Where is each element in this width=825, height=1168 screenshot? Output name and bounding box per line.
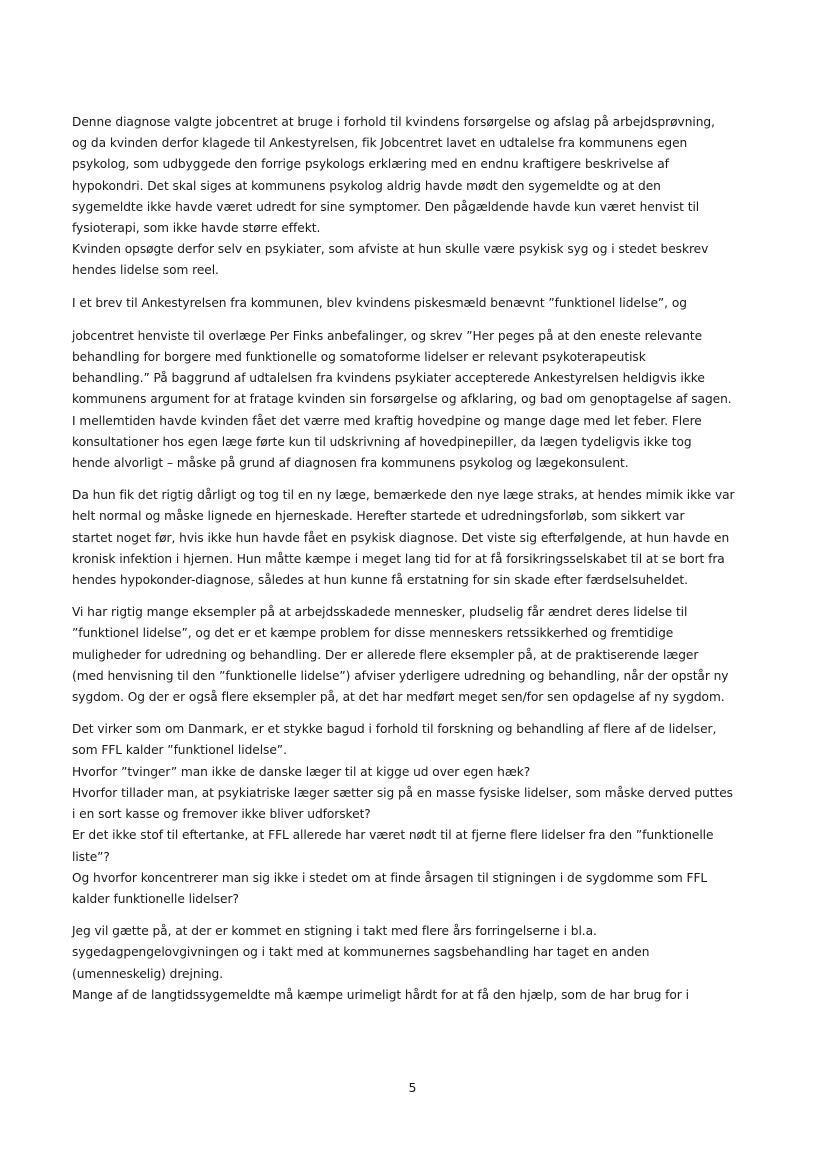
text-line: Da hun fik det rigtig dårligt og tog til en ny læge, bemærkede den nye læge straks, at hendes mimik ikke var [72, 488, 735, 503]
paragraph-eksempler [72, 602, 762, 708]
text-line: (med henvisning til den ”funktionelle lidelse”) afviser yderligere udredning og behandling, når der opstår ny [72, 668, 729, 683]
text-line: startet noget før, hvis ikke hun havde fået en psykisk diagnose. Det viste sig efterfølgende, at hun havde en [72, 530, 730, 545]
text-line: Denne diagnose valgte jobcentret at bruge i forhold til kvindens forsørgelse og afslag på arbejdsprøvning, [72, 115, 715, 129]
text-line: hendes lidelse som reel. [72, 263, 219, 278]
page-body [72, 112, 762, 1006]
text-line: Og hvorfor koncentrerer man sig ikke i stedet om at finde årsagen til stigningen i de sygdomme som FFL [72, 870, 708, 885]
text-line: Hvorfor ”tvinger” man ikke de danske læger til at kigge ud over egen hæk? [72, 764, 531, 779]
paragraph-ny-laege [72, 485, 762, 591]
text-line: Det virker som om Danmark, er et stykke bagud i forhold til forskning og behandling af flere af de lidelser, [72, 722, 717, 737]
text-line: sygemeldte ikke havde været udredt for sine symptomer. Den pågældende havde kun været henvist til [72, 199, 700, 214]
text-line: som FFL kalder ”funktionel lidelse”. [72, 743, 287, 758]
text-line: behandling for borgere med funktionelle og somatoforme lidelser er relevant psykoterapeutisk [72, 350, 646, 365]
text-line: muligheder for udredning og behandling. Der er allerede flere eksempler på, at de praktiserende læger [72, 647, 699, 662]
text-line: behandling.” På baggrund af udtalelsen fra kvindens psykiater accepterede Ankestyrelsen heldigvis ikke [72, 371, 705, 386]
page-number: 5 [408, 1080, 417, 1095]
text-line: og da kvinden derfor klagede til Ankestyrelsen, fik Jobcentret lavet en udtalelse fra kommunens egen [72, 136, 688, 151]
text-line: Jeg vil gætte på, at der er kommet en stigning i takt med flere års forringelserne i bl.a. [72, 924, 597, 939]
text-line: hypokondri. Det skal siges at kommunens psykolog aldrig havde mødt den sygemeldte og at den [72, 178, 661, 193]
text-line: liste”? [72, 849, 110, 864]
text-line: kronisk infektion i hjernen. Hun måtte kæmpe i meget lang tid for at få forsikringsselskabet til at se bort fra [72, 551, 725, 566]
paragraph-per-fink [72, 326, 762, 474]
paragraph-jobcentret-diagnose [72, 112, 762, 282]
text-line: hendes hypokonder-diagnose, således at hun kunne få erstatning for sin skade efter færdselsuheldet. [72, 573, 688, 588]
text-line: fysioterapi, som ikke havde større effekt. [72, 221, 321, 236]
text-line: sygdom. Og der er også flere eksempler på, at det har medført meget sen/for sen opdagelse af ny sygdom. [72, 690, 725, 705]
paragraph-brev-ankestyrelsen [72, 293, 762, 314]
text-line: ”funktionel lidelse”, og det er et kæmpe problem for disse menneskers retssikkerhed og fremtidige [72, 626, 674, 641]
text-line: (umenneskelig) drejning. [72, 966, 224, 981]
text-line: sygedagpengelovgivningen og i takt med at kommunernes sagsbehandling har taget en anden [72, 945, 650, 960]
text-line: konsultationer hos egen læge førte kun til udskrivning af hovedpinepiller, da lægen tydeligvis ikke tog [72, 434, 692, 449]
text-line: hende alvorligt – måske på grund af diagnosen fra kommunens psykolog og lægekonsulent. [72, 456, 629, 471]
paragraph-stigning [72, 921, 762, 1006]
text-line: kommunens argument for at fratage kvinden sin forsørgelse og afklaring, og bad om genoptagelse af sagen. [72, 392, 732, 407]
text-line: Kvinden opsøgte derfor selv en psykiater, som afviste at hun skulle være psykisk syg og i stedet beskrev [72, 242, 709, 257]
text-line: Vi har rigtig mange eksempler på at arbejdsskadede mennesker, pludselig får ændret deres lidelse til [72, 605, 688, 620]
text-line: Mange af de langtidssygemeldte må kæmpe urimeligt hårdt for at få den hjælp, som de har brug for i [72, 987, 689, 1002]
text-line: Er det ikke stof til eftertanke, at FFL allerede har været nødt til at fjerne flere lidelser fra den ”funktionelle [72, 828, 714, 843]
text-line: psykolog, som udbyggede den forrige psykologs erklæring med en endnu kraftigere beskrivelse af [72, 157, 669, 172]
text-line: Hvorfor tillader man, at psykiatriske læger sætter sig på en masse fysiske lidelser, som måske derved puttes [72, 785, 733, 800]
text-line: kalder funktionelle lidelser? [72, 891, 239, 906]
text-line: jobcentret henviste til overlæge Per Finks anbefalinger, og skrev ”Her peges på at den eneste relevante [72, 328, 703, 343]
paragraph-danmark-bagud [72, 719, 762, 910]
text-line: I et brev til Ankestyrelsen fra kommunen, blev kvindens piskesmæld benævnt ”funktionel lidelse”, og [72, 295, 687, 310]
text-line: helt normal og måske lignede en hjerneskade. Herefter startede et udredningsforløb, som sikkert var [72, 509, 685, 524]
text-line: i en sort kasse og fremover ikke bliver udforsket? [72, 807, 371, 822]
text-line: I mellemtiden havde kvinden fået det værre med kraftig hovedpine og mange dage med let feber. Flere [72, 413, 702, 428]
